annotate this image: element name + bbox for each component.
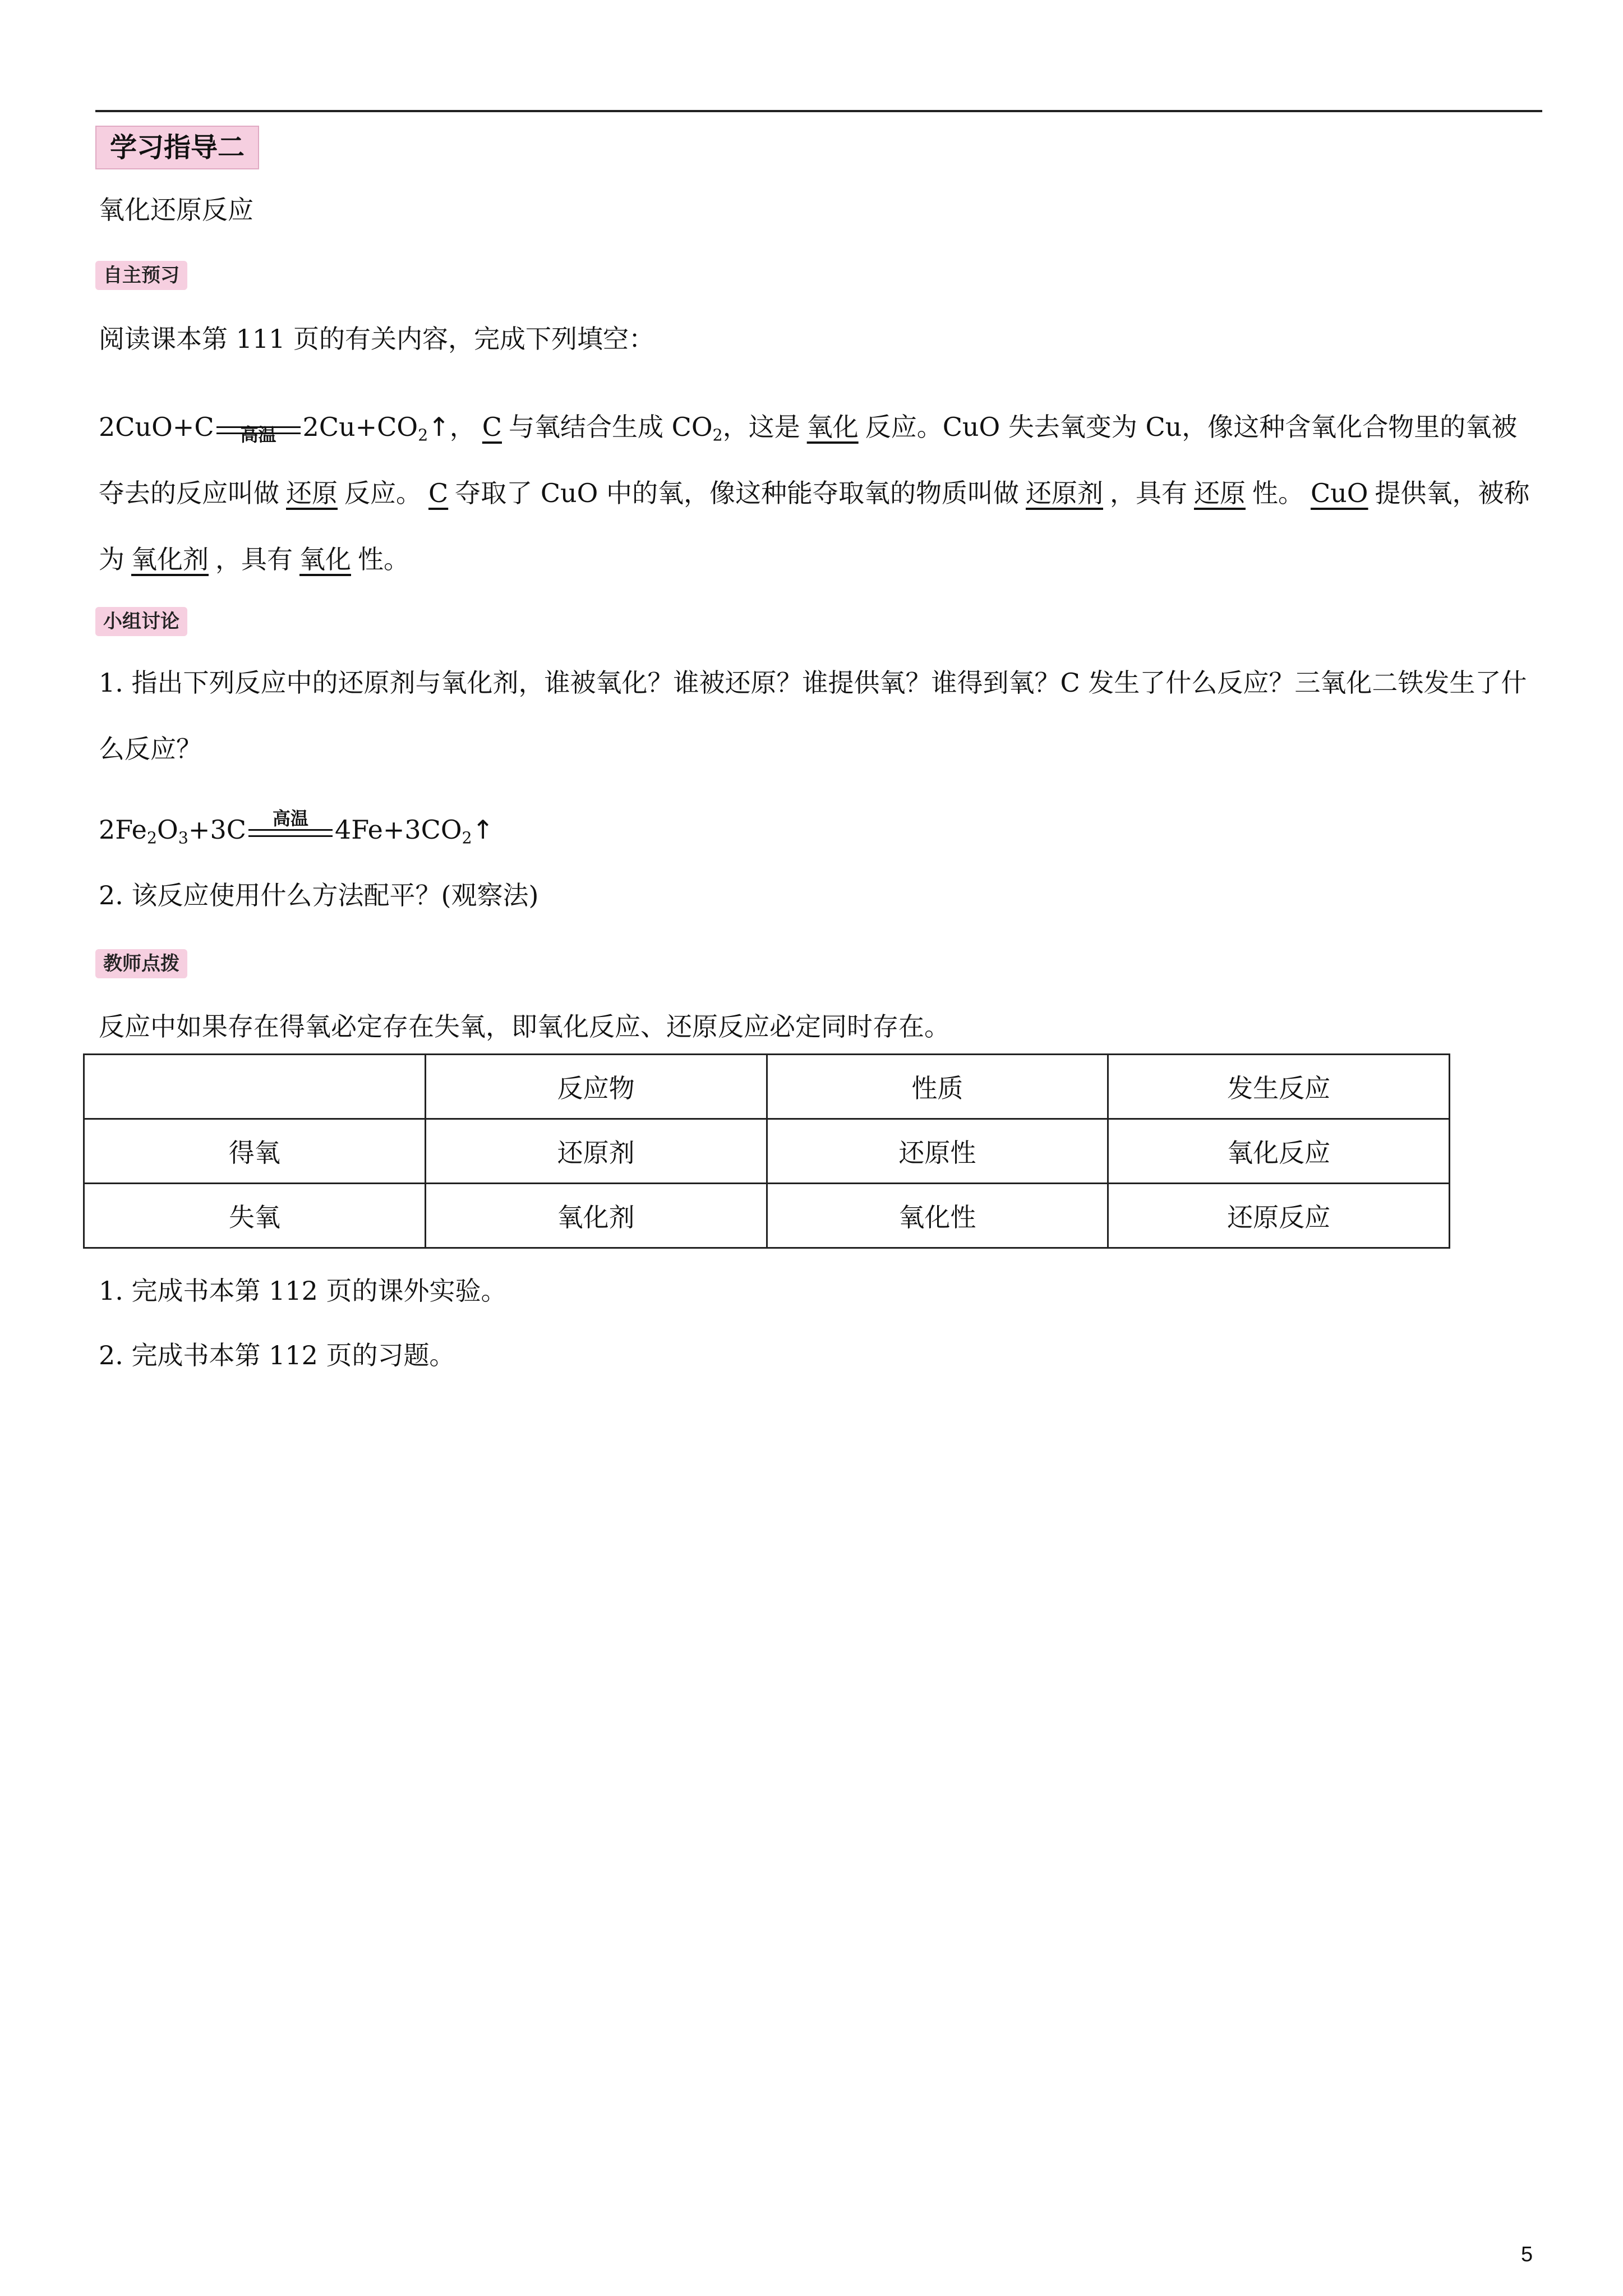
equation-cuo: 2CuO+C 高温 $2Cu+CO_2↑$ bbox=[99, 412, 450, 445]
table-cell: 氧化剂 bbox=[425, 1184, 767, 1248]
page-number: 5 bbox=[1521, 2243, 1533, 2266]
table-cell: 性质 bbox=[767, 1055, 1108, 1119]
table-cell: 还原剂 bbox=[425, 1119, 767, 1184]
table-row bbox=[84, 1184, 1450, 1248]
table-cell: 氧化性 bbox=[767, 1184, 1108, 1248]
table-cell: 失氧 bbox=[84, 1184, 426, 1248]
discussion-question-1: 1. 指出下列反应中的还原剂与氧化剂，谁被氧化？谁被还原？谁提供氧？谁得到氧？C 发生了什么反应？三氧化二铁发生了什么反应？ bbox=[99, 668, 1527, 764]
topic-heading: 氧化还原反应 bbox=[99, 195, 253, 225]
table-cell: 发生反应 bbox=[1108, 1055, 1450, 1119]
equation-fe2o3: $2Fe_2O_3+3C$ 高温 $4Fe+3CO_2↑$ bbox=[99, 808, 494, 848]
preview-instruction: 阅读课本第 111 页的有关内容，完成下列填空： bbox=[99, 324, 655, 354]
fill-blank: C bbox=[482, 412, 502, 442]
table-cell: 反应物 bbox=[425, 1055, 767, 1119]
fill-blank: 氧化 bbox=[806, 412, 859, 442]
preview-label: 自主预习 bbox=[95, 261, 187, 290]
table-cell bbox=[84, 1055, 426, 1119]
discussion-label: 小组讨论 bbox=[95, 607, 187, 636]
reaction-condition: 高温 bbox=[248, 819, 333, 845]
fill-blank: 氧化剂 bbox=[131, 544, 209, 574]
fill-blank: 氧化 bbox=[299, 544, 351, 574]
header-rule bbox=[95, 110, 1542, 112]
table-row bbox=[84, 1119, 1450, 1184]
homework-item-2: 2. 完成书本第 112 页的习题。 bbox=[99, 1340, 455, 1370]
teacher-note: 反应中如果存在得氧必定存在失氧，即氧化反应、还原反应必定同时存在。 bbox=[99, 1011, 950, 1042]
table-cell: 得氧 bbox=[84, 1119, 426, 1184]
discussion-question-2: 2. 该反应使用什么方法配平？(观察法) bbox=[99, 880, 539, 910]
preview-paragraph: 2CuO+C 高温 $2Cu+CO_2↑$， C 与氧结合生成 $CO_2$，这是 氧化 反应。CuO 失去氧变为 Cu，像这种含氧化合物里的氧被夺去的反应叫做 还原 反应。 C 夺取了 CuO 中的氧，像这种能夺取氧的物质叫做 还原剂 ，具有 还原 性。 CuO 提供氧，被称为 氧化剂 ，具有 氧化 性。 bbox=[99, 412, 1530, 574]
table-cell: 还原反应 bbox=[1108, 1184, 1450, 1248]
fill-blank: CuO bbox=[1310, 478, 1368, 508]
section-title: 学习指导二 bbox=[95, 126, 259, 169]
fill-blank: 还原剂 bbox=[1025, 478, 1103, 508]
teacher-label: 教师点拨 bbox=[95, 949, 187, 978]
reaction-condition: 高温 bbox=[216, 416, 301, 442]
gas-arrow: ↑ bbox=[428, 412, 450, 442]
summary-table bbox=[83, 1053, 1450, 1249]
table-header-row bbox=[84, 1055, 1450, 1119]
fill-blank: 还原 bbox=[286, 478, 338, 508]
table-cell: 还原性 bbox=[767, 1119, 1108, 1184]
gas-arrow: ↑ bbox=[472, 815, 494, 845]
homework-item-1: 1. 完成书本第 112 页的课外实验。 bbox=[99, 1276, 507, 1306]
table-cell: 氧化反应 bbox=[1108, 1119, 1450, 1184]
fill-blank: 还原 bbox=[1193, 478, 1246, 508]
fill-blank: C bbox=[428, 478, 449, 508]
